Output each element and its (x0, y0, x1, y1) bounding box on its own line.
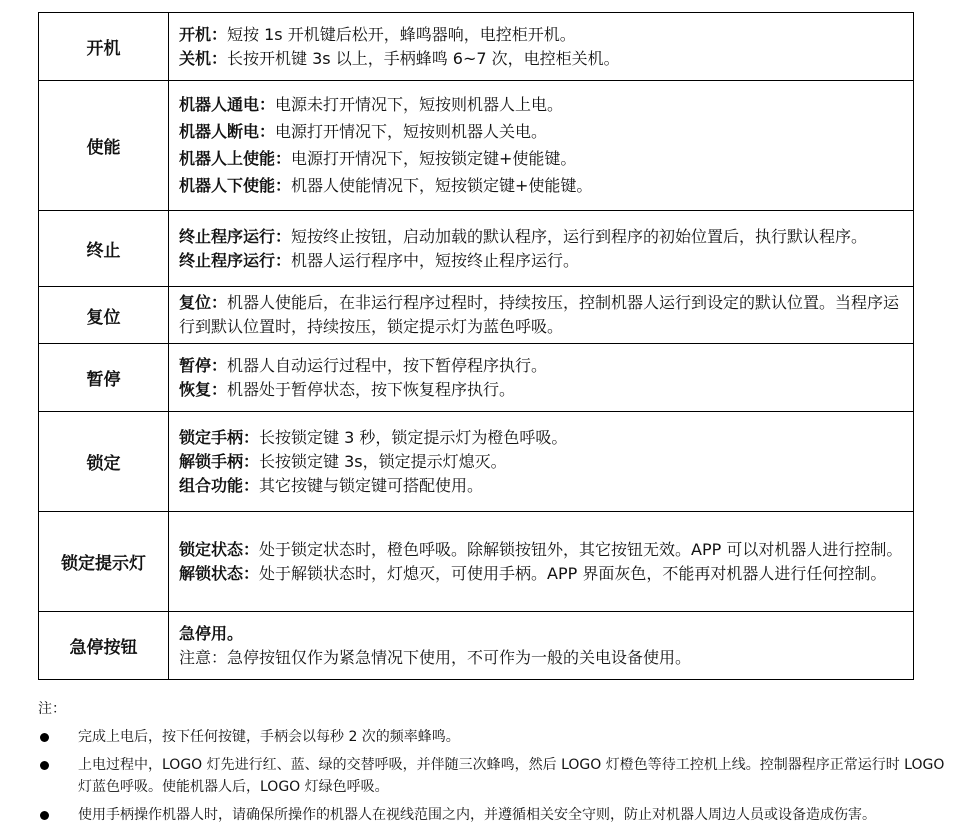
table-row (39, 412, 914, 512)
line-text: 处于锁定状态时，橙色呼吸。除解锁按钮外，其它按钮无效。APP 可以对机器人进行控制。 (259, 539, 903, 559)
line-text: 长按锁定键 3s，锁定提示灯熄灭。 (259, 451, 507, 471)
notes-list (38, 726, 950, 826)
description-line (179, 291, 903, 339)
line-label: 组合功能： (179, 475, 260, 495)
line-label: 暂停： (179, 355, 228, 375)
line-text: 处于解锁状态时，灯熄灭，可使用手柄。APP 界面灰色，不能再对机器人进行任何控制。 (259, 563, 887, 583)
row-description (169, 612, 914, 680)
line-label: 终止程序运行： (179, 226, 292, 246)
table-row (39, 512, 914, 612)
line-text: 注意：急停按钮仅作为紧急情况下使用，不可作为一般的关电设备使用。 (179, 647, 692, 667)
line-text: 机器人运行程序中，短按终止程序运行。 (291, 250, 580, 270)
description-line (179, 450, 903, 474)
description-line (179, 378, 903, 402)
description-line (179, 249, 903, 273)
button-function-table (38, 12, 914, 680)
description-line (179, 147, 903, 171)
bullet-icon (40, 811, 49, 820)
table-body (39, 13, 914, 680)
line-label: 恢复： (179, 379, 228, 399)
line-label: 终止程序运行： (179, 250, 292, 270)
table-row (39, 344, 914, 412)
row-name: 急停按钮 (39, 612, 169, 680)
line-text: 电源打开情况下，短按锁定键+使能键。 (291, 149, 577, 168)
line-text: 电源打开情况下，短按则机器人关电。 (275, 122, 548, 141)
row-description (169, 13, 914, 81)
description-line (179, 474, 903, 498)
row-name: 复位 (39, 287, 169, 344)
line-label: 开机： (179, 24, 228, 44)
table-row (39, 211, 914, 287)
line-label: 锁定状态： (179, 539, 260, 559)
note-item (38, 754, 950, 798)
row-description (169, 412, 914, 512)
description-line (179, 47, 903, 71)
line-label: 解锁状态： (179, 563, 260, 583)
row-name: 终止 (39, 211, 169, 287)
line-label: 机器人断电： (179, 122, 276, 141)
description-line (179, 426, 903, 450)
row-name: 锁定 (39, 412, 169, 512)
description-line (179, 23, 903, 47)
description-line (179, 354, 903, 378)
row-description (169, 211, 914, 287)
note-item (38, 726, 950, 748)
line-text: 机器处于暂停状态，按下恢复程序执行。 (227, 379, 516, 399)
note-text: 上电过程中，LOGO 灯先进行红、蓝、绿的交替呼吸，并伴随三次蜂鸣，然后 LOGO 灯橙色等待工控机上线。控制器程序正常运行时 LOGO 灯蓝色呼吸。使能机器人后，LOGO 灯绿色呼吸。 (78, 757, 945, 795)
row-name: 锁定提示灯 (39, 512, 169, 612)
description-line (179, 225, 903, 249)
line-text: 电源未打开情况下，短按则机器人上电。 (275, 95, 564, 114)
description-line (179, 646, 903, 670)
line-text: 机器人使能后，在非运行程序过程时，持续按压，控制机器人运行到设定的默认位置。当程序运行到默认位置时，持续按压，锁定提示灯为蓝色呼吸。 (179, 293, 900, 336)
note-text: 使用手柄操作机器人时，请确保所操作的机器人在视线范围之内，并遵循相关安全守则，防止对机器人周边人员或设备造成伤害。 (78, 807, 876, 823)
line-text: 长按开机键 3s 以上，手柄蜂鸣 6~7 次，电控柜关机。 (227, 48, 620, 68)
line-label: 解锁手柄： (179, 451, 260, 471)
description-line (179, 120, 903, 144)
table-row (39, 81, 914, 211)
line-label: 机器人上使能： (179, 149, 292, 168)
row-name: 开机 (39, 13, 169, 81)
line-label: 关机： (179, 48, 228, 68)
table-row (39, 287, 914, 344)
description-line (179, 93, 903, 117)
row-description (169, 512, 914, 612)
bullet-icon (40, 761, 49, 770)
line-label: 机器人通电： (179, 95, 276, 114)
line-label: 急停用。 (179, 623, 244, 643)
description-line (179, 538, 903, 562)
line-text: 短按终止按钮，启动加载的默认程序，运行到程序的初始位置后，执行默认程序。 (291, 226, 868, 246)
line-text: 短按 1s 开机键后松开，蜂鸣器响，电控柜开机。 (227, 24, 576, 44)
line-label: 机器人下使能： (179, 176, 292, 195)
description-line (179, 174, 903, 198)
description-line (179, 622, 903, 646)
note-text: 完成上电后，按下任何按键，手柄会以每秒 2 次的频率蜂鸣。 (78, 729, 460, 745)
line-label: 锁定手柄： (179, 427, 260, 447)
row-name: 暂停 (39, 344, 169, 412)
row-description (169, 81, 914, 211)
line-text: 机器人自动运行过程中，按下暂停程序执行。 (227, 355, 548, 375)
table-row (39, 612, 914, 680)
table-row (39, 13, 914, 81)
bullet-icon (40, 733, 49, 742)
row-name: 使能 (39, 81, 169, 211)
line-text: 长按锁定键 3 秒，锁定提示灯为橙色呼吸。 (259, 427, 568, 447)
line-label: 复位： (179, 293, 228, 312)
row-description (169, 287, 914, 344)
notes-label: 注： (38, 701, 66, 717)
notes-section (38, 698, 950, 832)
row-description (169, 344, 914, 412)
line-text: 机器人使能情况下，短按锁定键+使能键。 (291, 176, 593, 195)
description-line (179, 562, 903, 586)
note-item (38, 804, 950, 826)
line-text: 其它按键与锁定键可搭配使用。 (259, 475, 484, 495)
